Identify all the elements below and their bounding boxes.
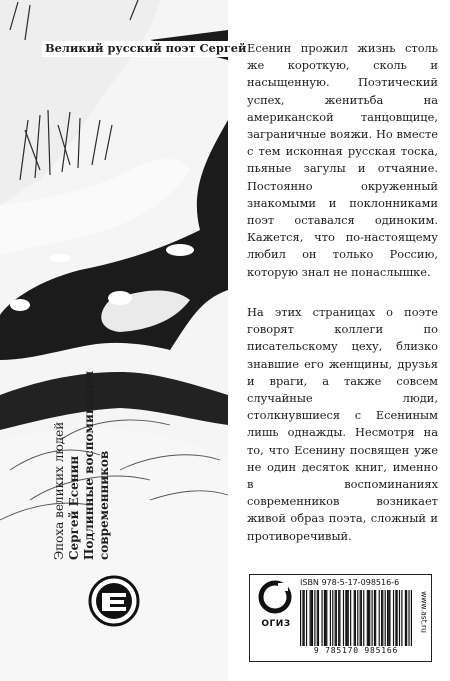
barcode-bar <box>395 590 396 646</box>
barcode-bar <box>382 590 383 646</box>
barcode-bar <box>300 590 301 646</box>
barcode-bar <box>321 590 322 646</box>
barcode-bar <box>324 590 325 646</box>
barcode-bar <box>389 590 390 646</box>
barcode-bar <box>348 590 349 646</box>
barcode-bar <box>310 590 311 646</box>
barcode-bar <box>339 590 340 646</box>
barcode-bar <box>401 590 402 646</box>
eksmo-logo-icon <box>88 575 140 627</box>
imprint-name: ОГИЗ <box>261 619 291 629</box>
barcode-bar <box>367 590 368 646</box>
barcode-bar <box>375 590 376 646</box>
book-title-block <box>52 330 112 560</box>
barcode-bar <box>379 590 380 646</box>
barcode-bar <box>387 590 388 646</box>
barcode-bar <box>312 590 313 646</box>
barcode-bar <box>338 590 339 646</box>
barcode-bar <box>405 590 406 646</box>
barcode-bar <box>408 590 409 646</box>
barcode-digits: 9 785170 985166 <box>313 646 399 655</box>
barcode-bar <box>355 590 356 646</box>
barcode-bar <box>317 590 318 646</box>
barcode-bar <box>360 590 361 646</box>
barcode-bar <box>302 590 303 646</box>
barcode-bar <box>304 590 305 646</box>
barcode-bar <box>346 590 347 646</box>
barcode-bar <box>311 590 312 646</box>
barcode-bar <box>332 590 333 646</box>
barcode-bar <box>357 590 358 646</box>
series-name: Эпоха великих людей <box>52 421 66 560</box>
barcode <box>300 590 412 646</box>
isbn-text: ISBN 978-5-17-098516-6 <box>300 578 400 587</box>
barcode-bar <box>345 590 346 646</box>
barcode-bar <box>397 590 398 646</box>
book-title-line-1: Подлинные воспоминания <box>82 371 96 560</box>
ogiz-logo-icon <box>258 580 292 614</box>
book-title-line-2: современников <box>97 450 111 560</box>
author-name: Сергей Есенин <box>67 455 81 560</box>
barcode-bar <box>354 590 355 646</box>
barcode-bar <box>368 590 369 646</box>
barcode-bar <box>343 590 344 646</box>
lead-bold-text: Великий русский поэт Сергей <box>45 41 247 55</box>
barcode-bar <box>350 590 351 646</box>
barcode-bar <box>325 590 326 646</box>
publisher-url: www.ast.ru <box>419 591 429 633</box>
barcode-bar <box>411 590 412 646</box>
barcode-bar <box>361 590 362 646</box>
barcode-bar <box>335 590 336 646</box>
paragraph-1-text: Есенин прожил жизнь столь же короткую, сколь и насыщенную. Поэтический успех, женитьба на американской танцовщице, заграничные вояжи. Но вместе с тем исконная русская тоска, пьяные загулы и отчаяние. Постоянно окруженный знакомыми и поклонниками поэт оставался одиноким. Кажется, что по-настоящему любил он только Россию, которую знал не понаслышке. <box>247 41 438 279</box>
annotation-paragraph-2: На этих страницах о поэте говорят коллеги по писательскому цеху, близко знавшие его женщины, друзья и враги, а также совсем случайные люди, столкнувшиеся с Есениным лишь однажды. Несмотря на то, что Есенину посвящен уже не один десяток книг, именно в воспоминаниях современников возникает живой образ поэта, сложный и противоречивый. <box>247 305 438 543</box>
barcode-bar <box>393 590 394 646</box>
barcode-bar <box>385 590 386 646</box>
barcode-bar <box>406 590 407 646</box>
barcode-bar <box>371 590 372 646</box>
barcode-bar <box>388 590 389 646</box>
barcode-bar <box>374 590 375 646</box>
barcode-bar <box>381 590 382 646</box>
barcode-bar <box>318 590 319 646</box>
barcode-bar <box>363 590 364 646</box>
barcode-bar <box>336 590 337 646</box>
barcode-bar <box>314 590 315 646</box>
annotation-paragraph-1 <box>247 40 438 281</box>
barcode-bar <box>399 590 400 646</box>
barcode-bar <box>326 590 327 646</box>
barcode-bar <box>306 590 307 646</box>
barcode-bar <box>369 590 370 646</box>
barcode-bar <box>330 590 331 646</box>
